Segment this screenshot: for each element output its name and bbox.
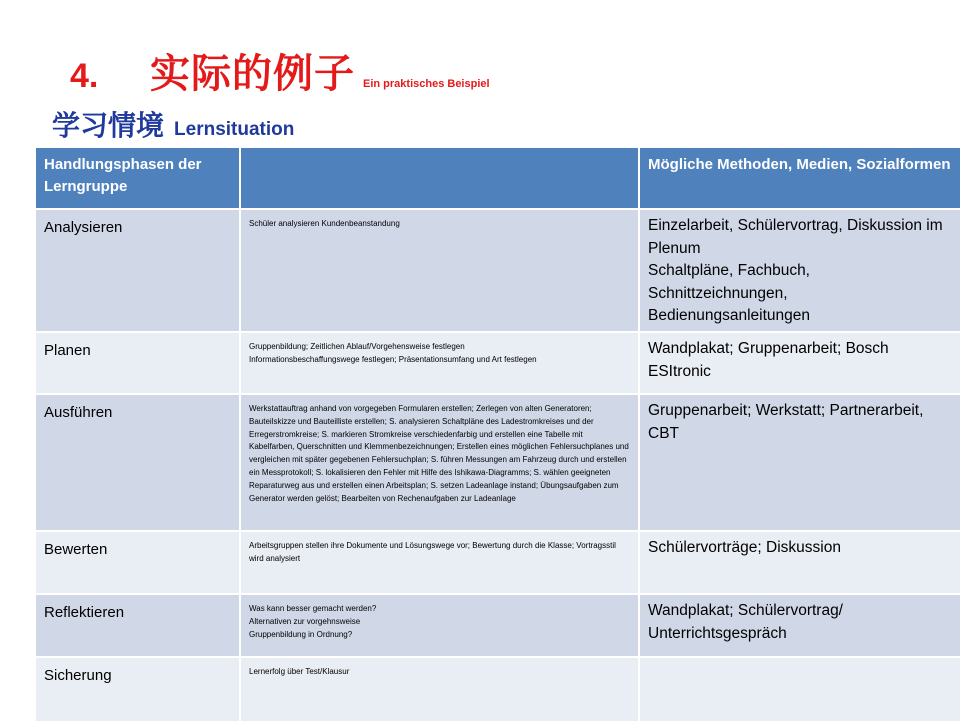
methods-cell: Wandplakat; Gruppenarbeit; Bosch ESItronic xyxy=(648,340,889,380)
table-row xyxy=(35,594,960,657)
table-row xyxy=(35,332,960,394)
table-row xyxy=(35,394,960,531)
phase-cell: Ausführen xyxy=(44,404,113,421)
description-cell: Was kann besser gemacht werden? Alternativen zur vorgehnsweise Gruppenbildung in Ordnung? xyxy=(249,604,377,639)
slide-title xyxy=(70,42,490,99)
subtitle-german: Lernsituation xyxy=(174,119,295,140)
phase-cell: Sicherung xyxy=(44,667,112,684)
table-header-row xyxy=(35,147,960,209)
methods-cell xyxy=(640,658,960,663)
title-chinese: 实际的例子 xyxy=(150,51,355,97)
slide-subtitle xyxy=(52,104,294,144)
description-cell: Werkstattauftrag anhand von vorgegeben Formularen erstellen; Zerlegen von alten Generatoren; Bauteilskizze und Bauteilliste erstellen; S. analysieren Schaltpläne des Ladestromkreises und der Erregerstromkreise; S. markieren Stromkreise verschiedenfarbig und erstellen eine Tabelle mit Kabelfarben, Querschnitten und Klemmenbezeichnungen; Erstellen eines möglichen Fehlersuchplanes und vergleichen mit später gegebenen Fehlersuchplan; S. führen Messungen am Fahrzeug durch und erstellen ein Messprotokoll; S. lokalisieren den Fehler mit Hilfe des Ishikawa-Diagramms; S. wählen geeigneten Reparaturweg aus und erstellen einen Arbeitsplan; S. setzen Ladeanlage instand; Übungsaufgaben zum Generator werden gelöst; Bearbeiten von Rechenaufgaben zur Ladeanlage xyxy=(249,404,629,503)
table-row xyxy=(35,531,960,594)
methods-cell: Wandplakat; Schülervortrag/ Unterrichtsgespräch xyxy=(648,602,843,642)
header-methods: Mögliche Methoden, Medien, Sozialformen xyxy=(639,147,960,209)
description-cell: Arbeitsgruppen stellen ihre Dokumente und Lösungswege vor; Bewertung durch die Klasse; Vortragsstil wird analysiert xyxy=(249,541,616,563)
methods-cell: Gruppenarbeit; Werkstatt; Partnerarbeit, CBT xyxy=(648,402,924,442)
phase-cell: Planen xyxy=(44,342,91,359)
subtitle-chinese: 学习情境 xyxy=(52,109,165,142)
description-cell: Gruppenbildung; Zeitlichen Ablauf/Vorgehensweise festlegen Informationsbeschaffungswege festlegen; Präsentationsumfang und Art festlegen xyxy=(249,342,537,364)
methods-cell: Einzelarbeit, Schülervortrag, Diskussion im Plenum Schaltpläne, Fachbuch, Schnittzeichnungen, Bedienungsanleitungen xyxy=(648,217,943,324)
phase-cell: Bewerten xyxy=(44,541,108,558)
header-description xyxy=(240,147,639,209)
table-row xyxy=(35,657,960,721)
description-cell: Schüler analysieren Kundenbeanstandung xyxy=(249,219,400,228)
title-number: 4. xyxy=(70,57,99,95)
learning-situation-table xyxy=(34,146,960,721)
header-phases: Handlungsphasen der Lerngruppe xyxy=(35,147,240,209)
title-german: Ein praktisches Beispiel xyxy=(363,78,490,90)
table-row xyxy=(35,209,960,332)
phase-cell: Reflektieren xyxy=(44,604,125,621)
phase-cell: Analysieren xyxy=(44,219,123,236)
description-cell: Lernerfolg über Test/Klausur xyxy=(249,667,350,676)
methods-cell: Schülervorträge; Diskussion xyxy=(648,539,841,556)
